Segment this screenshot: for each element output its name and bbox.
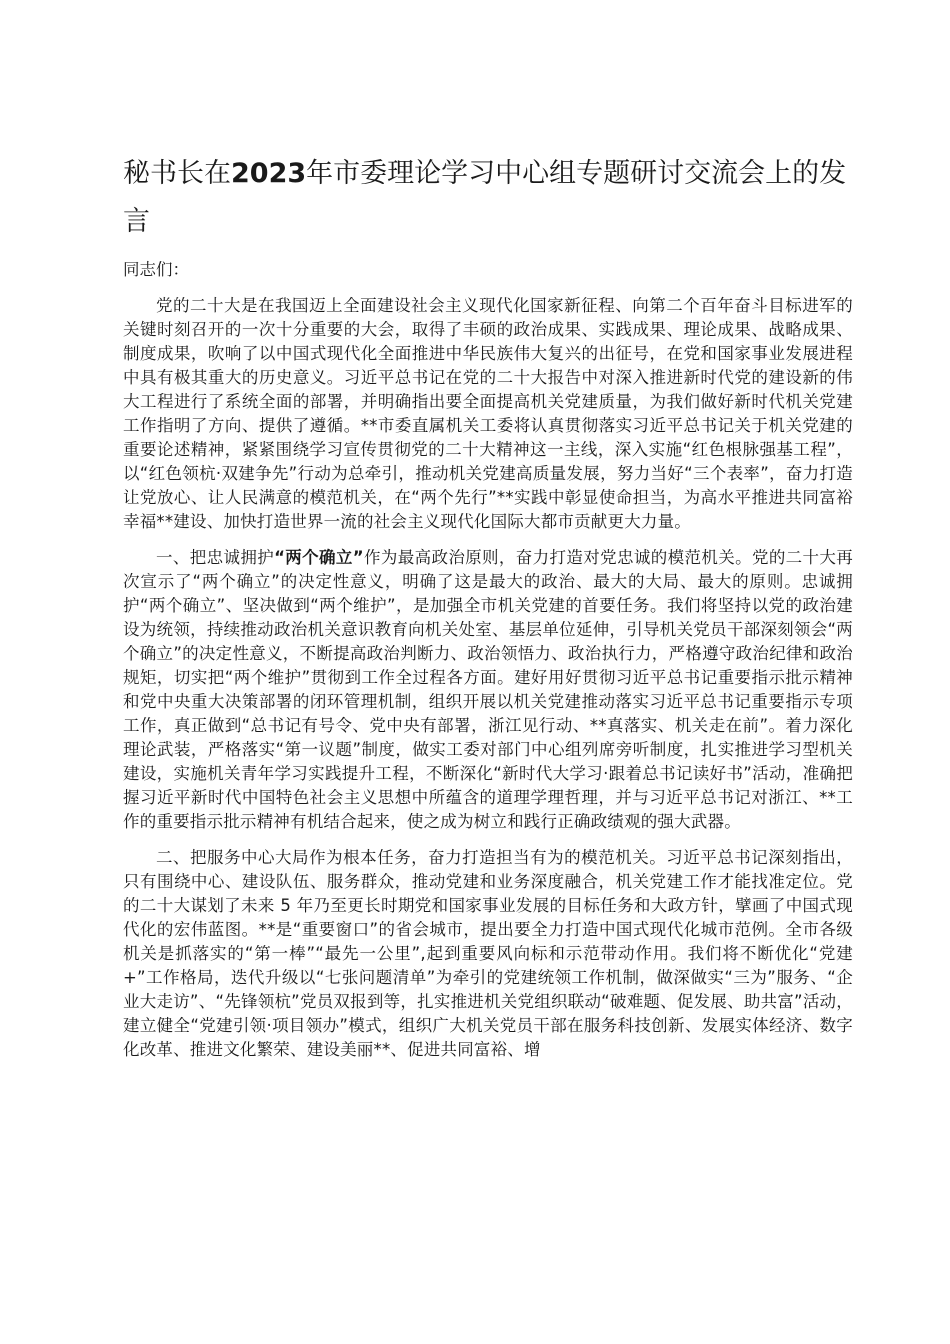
- title-part-2: 年市委理论学习中心组专题研讨交流会上的发言: [123, 158, 847, 237]
- title-part-1: 秘书长在: [123, 158, 231, 189]
- section-1-body: 作为最高政治原则，奋力打造对党忠诚的模范机关。党的二十大再次宣示了“两个确立”的决定性意义，明确了这是最大的政治、最大的大局、最大的原则。忠诚拥护“两个确立”、坚决做到“两个维护”，是加强全市机关党建的首要任务。我们将坚持以党的政治建设为统领，持续推动政治机关意识教育向机关处室、基层单位延伸，引导机关党员干部深刻领会“两个确立”的决定性意义，不断提高政治判断力、政治领悟力、政治执行力，严格遵守政治纪律和政治规矩，切实把“两个维护”贯彻到工作全过程各方面。建好用好贯彻习近平总书记重要指示批示精神和党中央重大决策部署的闭环管理机制，组织开展以机关党建推动落实习近平总书记重要指示专项工作，真正做到“总书记有号令、党中央有部署，浙江见行动、**真落实、机关走在前”。着力深化理论武装，严格落实“第一议题”制度，做实工委对部门中心组列席旁听制度，扎实推进学习型机关建设，实施机关青年学习实践提升工程，不断深化“新时代大学习·跟着总书记读好书”活动，准确把握习近平新时代中国特色社会主义思想中所蕴含的道理学理哲理，并与习近平总书记对浙江、**工作的重要指示批示精神有机结合起来，使之成为树立和践行正确政绩观的强大武器。: [123, 548, 853, 831]
- paragraph-section-2: 二、把服务中心大局作为根本任务，奋力打造担当有为的模范机关。习近平总书记深刻指出，只有围绕中心、建设队伍、服务群众，推动党建和业务深度融合，机关党建工作才能找准定位。党的二十大谋划了未来 5 年乃至更长时期党和国家事业发展的目标任务和大政方针，擘画了中国式现代化的宏伟蓝图。**是“重要窗口”的省会城市，提出要全力打造中国式现代化城市范例。全市各级机关是抓落实的“第一棒”“最先一公里”,起到重要风向标和示范带动作用。我们将不断优化“党建 +”工作格局，迭代升级以“七张问题清单”为牵引的党建统领工作机制，做深做实“三为”服务、“企业大走访”、“先锋领杭”党员双报到等，扎实推进机关党组织联动“破难题、促发展、助共富”活动，建立健全“党建引领·项目领办”模式，组织广大机关党员干部在服务科技创新、发展实体经济、数字化改革、推进文化繁荣、建设美丽**、促进共同富裕、增: [123, 848, 853, 1059]
- section-1-heading-emphasis: “两个确立”: [274, 548, 364, 567]
- section-1-heading-start: 一、把忠诚拥护: [156, 548, 275, 567]
- paragraph-section-1: [123, 546, 853, 834]
- greeting: 同志们：: [123, 260, 189, 279]
- document-page: [123, 150, 853, 1074]
- document-title: [123, 150, 853, 246]
- paragraph-intro: 党的二十大是在我国迈上全面建设社会主义现代化国家新征程、向第二个百年奋斗目标进军的关键时刻召开的一次十分重要的大会，取得了丰硕的政治成果、实践成果、理论成果、战略成果、制度成果，吹响了以中国式现代化全面推进中华民族伟大复兴的出征号，在党和国家事业发展进程中具有极其重大的历史意义。习近平总书记在党的二十大报告中对深入推进新时代党的建设新的伟大工程进行了系统全面的部署，并明确指出要全面提高机关党建质量，为我们做好新时代机关党建工作指明了方向、提供了遵循。**市委直属机关工委将认真贯彻落实习近平总书记关于机关党建的重要论述精神，紧紧围绕学习宣传贯彻党的二十大精神这一主线，深入实施“红色根脉强基工程”，以“红色领杭·双建争先”行动为总牵引，推动机关党建高质量发展，努力当好“三个表率”，奋力打造让党放心、让人民满意的模范机关，在“两个先行”**实践中彰显使命担当，为高水平推进共同富裕幸福**建设、加快打造世界一流的社会主义现代化国际大都市贡献更大力量。: [123, 296, 853, 531]
- title-year: 2023: [231, 158, 307, 189]
